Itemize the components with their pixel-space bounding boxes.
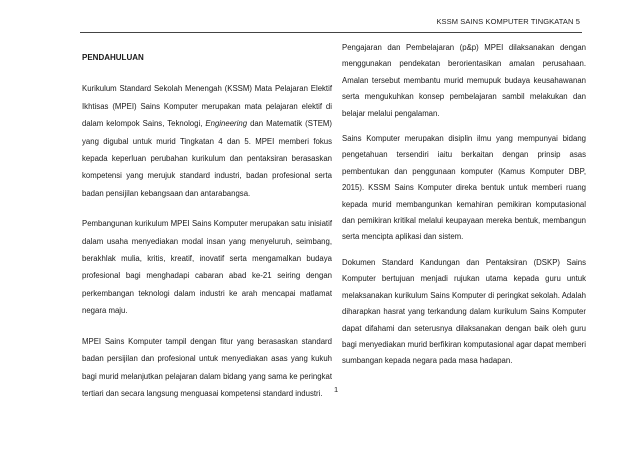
paragraph-text: Pengajaran dan Pembelajaran (p&p) MPEI dilaksanakan dengan menggunakan pendekatan berorientasikan amalan perusahaan. Amalan tersebut membantu murid memupuk budaya keusahawanan serta mengukuhkan konsep pembelajaran sambil melakukan dan belajar melalui pengalaman.: [342, 43, 586, 118]
paragraph-text: dan Matematik (STEM) yang digubal untuk murid Tingkatan 4 dan 5. MPEI memberi fokus kepada keperluan perubahan kurikulum dan pentaksiran berasaskan kompetensi yang merujuk standard industri, badan profesional serta badan pensijilan kebangsaan dan antarabangsa.: [82, 119, 332, 198]
header-divider: [80, 32, 582, 33]
paragraph: [82, 215, 332, 319]
paragraph: [82, 80, 332, 202]
paragraph: [82, 333, 332, 403]
paragraph-text: Pembangunan kurikulum MPEI Sains Komputer merupakan satu inisiatif dalam usaha menyediakan modal insan yang menyeluruh, seimbang, berakhlak mulia, kritis, kreatif, inovatif serta mengamalkan budaya profesional bagi menghadapi cabaran abad ke-21 seiring dengan perkembangan teknologi dalam industri ke arah mencapai matlamat negara maju.: [82, 219, 332, 316]
italic-text: Engineering: [205, 119, 248, 129]
paragraph: [342, 131, 586, 246]
right-column: [342, 38, 586, 379]
running-header-title: KSSM SAINS KOMPUTER TINGKATAN 5: [436, 17, 580, 26]
left-column: [82, 38, 332, 415]
section-heading: PENDAHULUAN: [82, 53, 144, 62]
paragraph-text: Kurikulum Standard Sekolah Menengah (KSSM) Mata Pelajaran Elektif Ikhtisas (MPEI) Sains Komputer merupakan mata pelajaran elektif di dalam kelompok Sains, Teknologi,: [82, 84, 332, 129]
paragraph: [342, 255, 586, 370]
paragraph-text: Dokumen Standard Kandungan dan Pentaksiran (DSKP) Sains Komputer bertujuan menjadi rujukan utama kepada guru untuk melaksanakan kurikulum Sains Komputer di peringkat sekolah. Adalah diharapkan hasrat yang terkandung dalam kurikulum Sains Komputer dapat difahami dan seterusnya dilaksanakan dengan baik oleh guru bagi menyediakan murid berfikiran komputasional agar dapat memberi sumbangan kepada negara pada masa hadapan.: [342, 257, 586, 366]
page-number: 1: [334, 385, 339, 394]
paragraph: [342, 40, 586, 122]
paragraph-text: Sains Komputer merupakan disiplin ilmu yang mempunyai bidang pengetahuan tersendiri iaitu berkaitan dengan prinsip asas pembentukan dan penggunaan komputer (Kamus Komputer DBP, 2015). KSSM Sains Komputer direka bentuk untuk memberi ruang kepada murid membangunkan kemahiran pemikiran komputasional dan pemikiran kritikal melalui keupayaan mereka bentuk, membangun serta mencipta aplikasi dan sistem.: [342, 134, 586, 242]
paragraph-text: MPEI Sains Komputer tampil dengan fitur yang berasaskan standard badan persijilan dan profesional untuk menyediakan asas yang kukuh bagi murid melanjutkan pelajaran dalam bidang yang sama ke peringkat tertiari dan secara langsung menguasai kompetensi standard industri.: [82, 336, 332, 398]
